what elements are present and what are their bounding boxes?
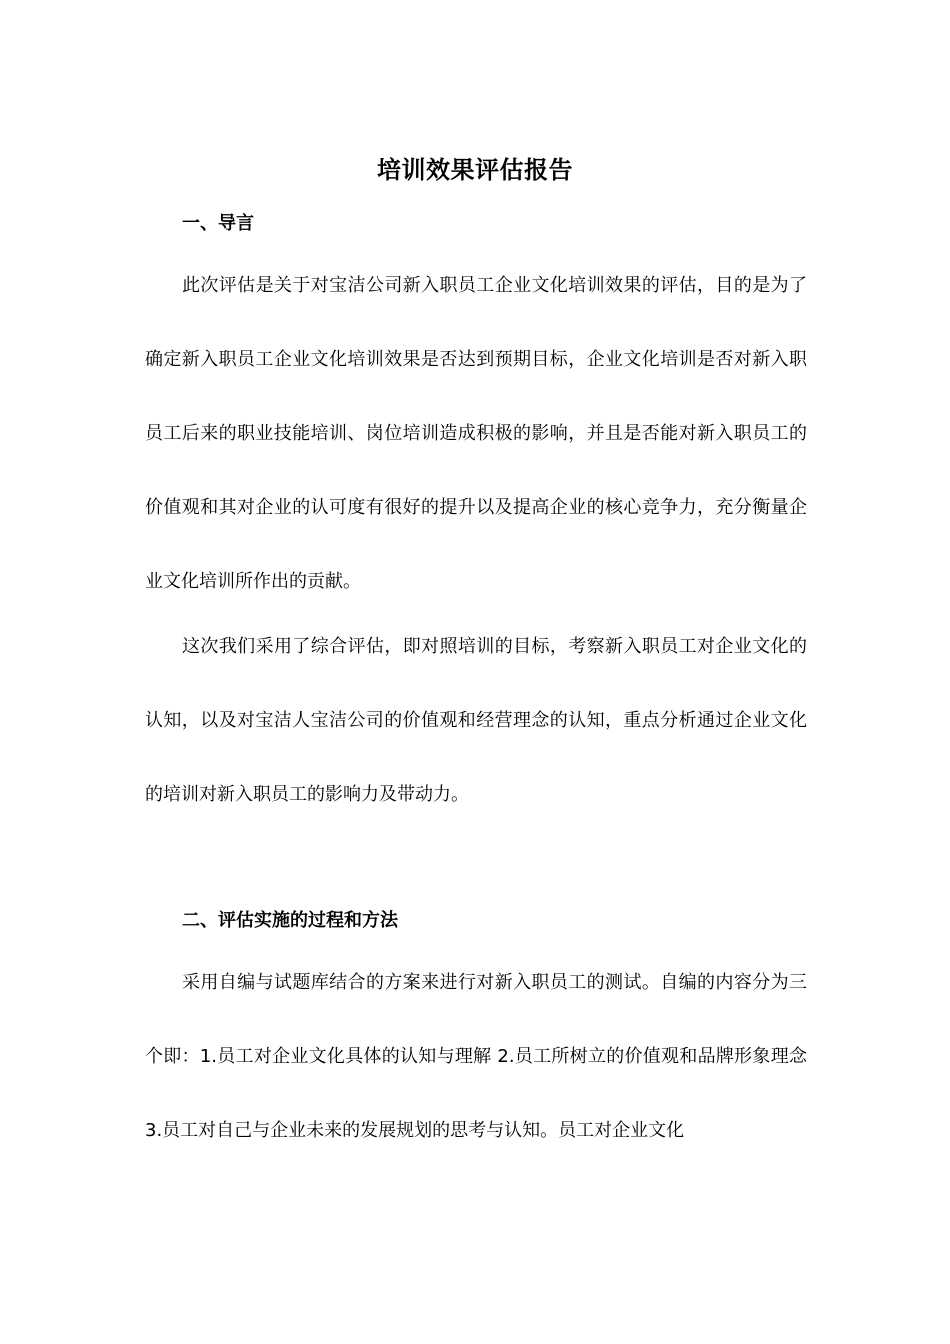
document-title: 培训效果评估报告 bbox=[377, 156, 573, 184]
paragraph-introduction-purpose: 此次评估是关于对宝洁公司新入职员工企业文化培训效果的评估，目的是为了确定新入职员工企业文化培训效果是否达到预期目标，企业文化培训是否对新入职员工后来的职业技能培训、岗位培训造成积极的影响，并且是否能对新入职员工的价值观和其对企业的认可度有很好的提升以及提高企业的核心竞争力，充分衡量企业文化培训所作出的贡献。 bbox=[145, 275, 807, 592]
paragraph-process-method: 采用自编与试题库结合的方案来进行对新入职员工的测试。自编的内容分为三个即：1.员工对企业文化具体的认知与理解 2.员工所树立的价值观和品牌形象理念 3.员工对自己与企业未来的发展规划的思考与认知。员工对企业文化 bbox=[145, 972, 807, 1141]
paragraph-introduction-approach: 这次我们采用了综合评估，即对照培训的目标，考察新入职员工对企业文化的认知，以及对宝洁人宝洁公司的价值观和经营理念的认知，重点分析通过企业文化的培训对新入职员工的影响力及带动力。 bbox=[145, 636, 807, 805]
section-heading-process-and-method: 二、评估实施的过程和方法 bbox=[182, 910, 398, 931]
section-heading-introduction: 一、导言 bbox=[182, 213, 254, 234]
